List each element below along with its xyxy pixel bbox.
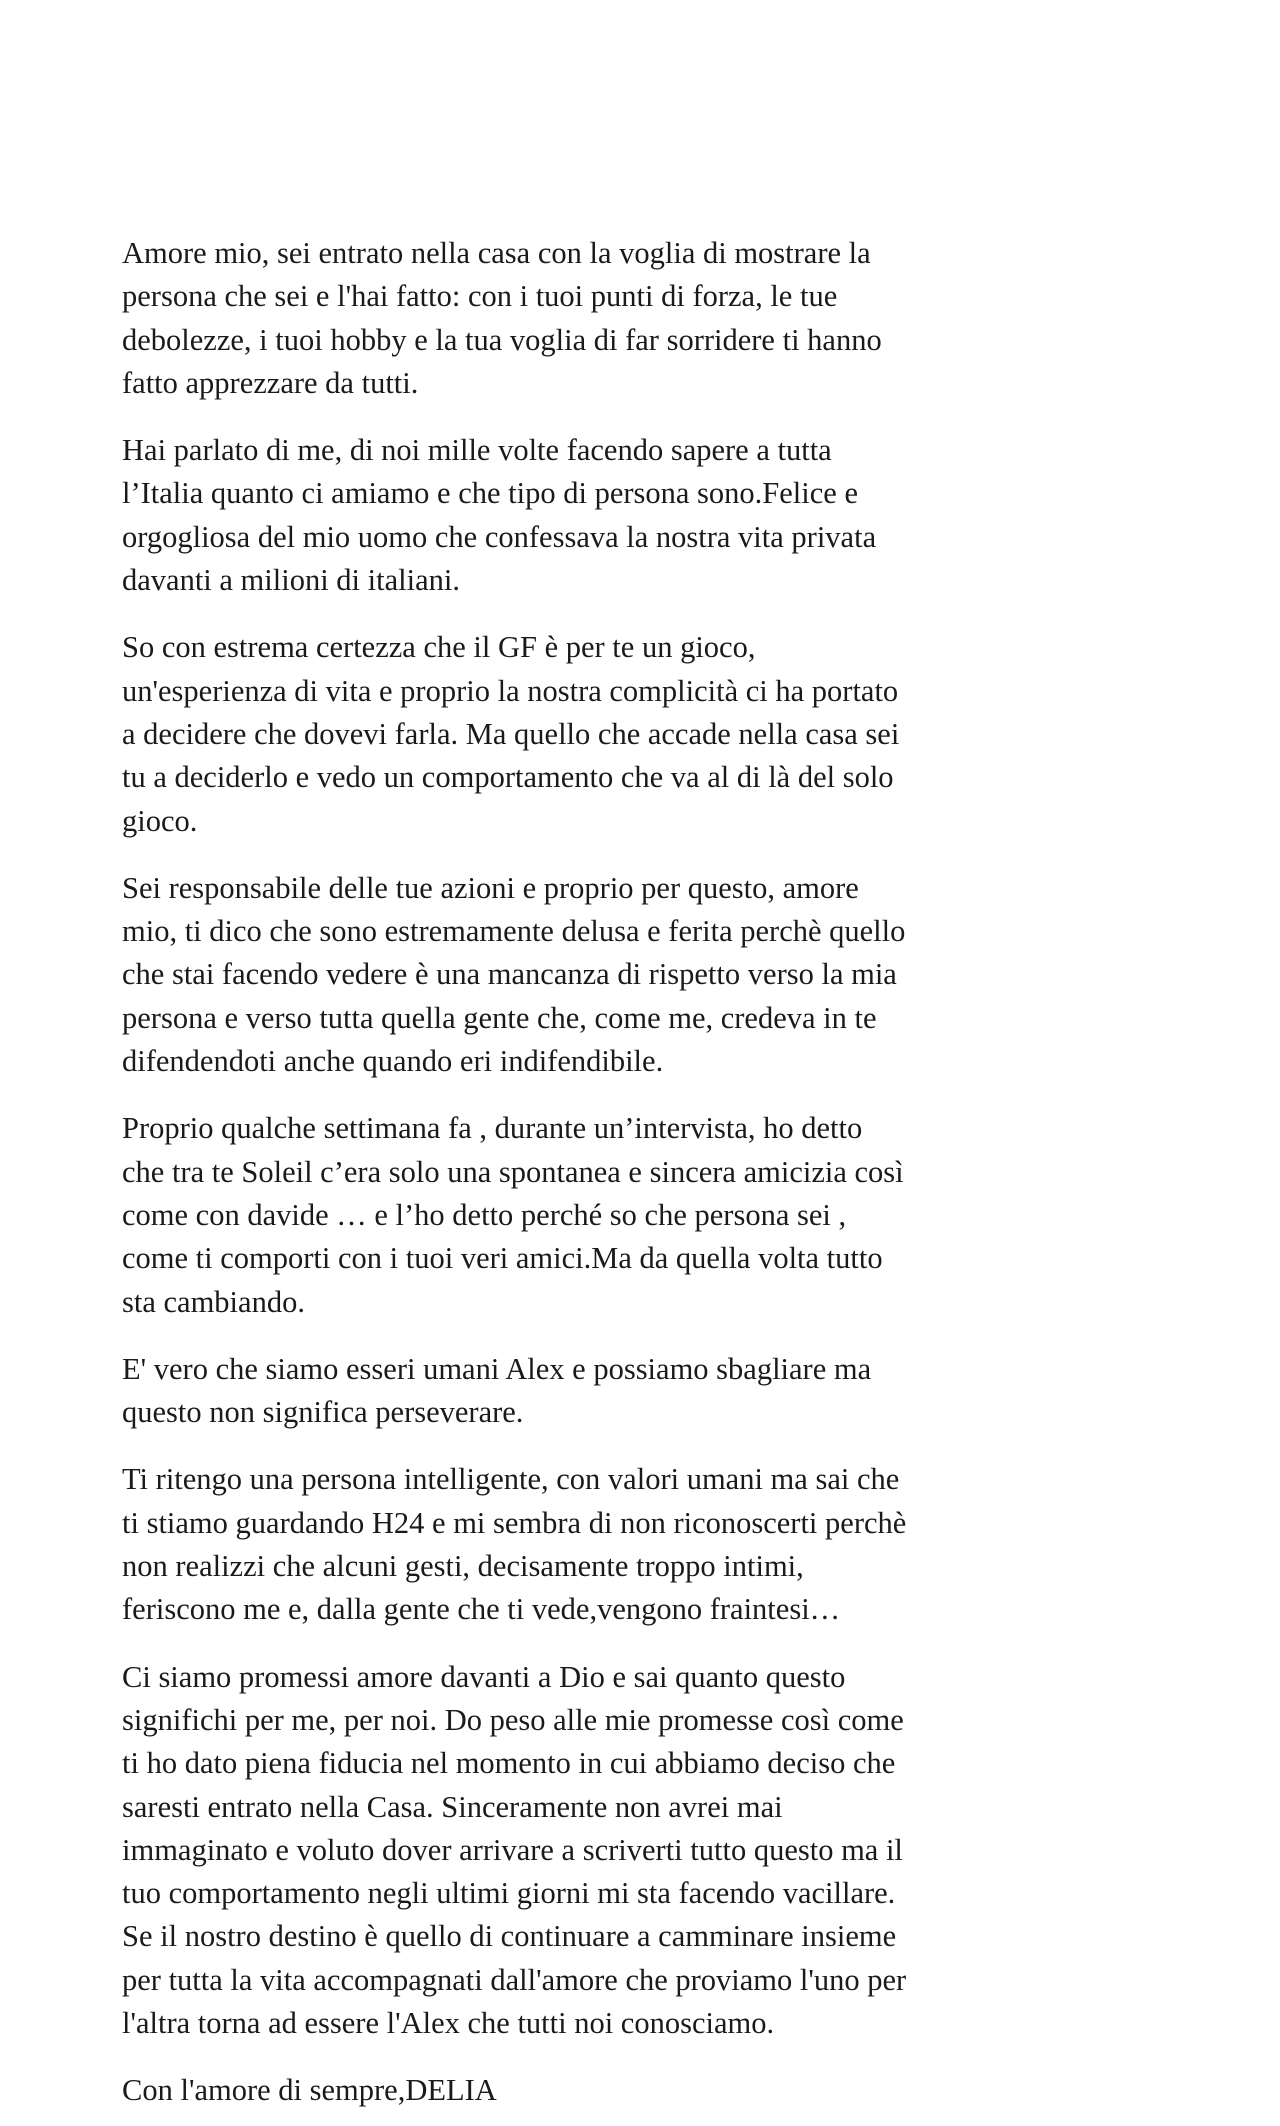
paragraph-intro: Amore mio, sei entrato nella casa con la voglia di mostrare la persona che sei e l'hai fatto: con i tuoi punti di forza, le tue debolezze, i tuoi hobby e la tua voglia di far sorridere ti hanno fatto apprezzare da tutti. — [122, 236, 882, 400]
paragraph-gf-gioco: So con estrema certezza che il GF è per te un gioco, un'esperienza di vita e proprio la nostra complicità ci ha portato a decidere che dovevi farla. Ma quello che accade nella casa sei tu a deciderlo e vedo un comportamento che va al di là del solo gioco. — [122, 630, 900, 838]
paragraph-promessi: Ci siamo promessi amore davanti a Dio e sai quanto questo significhi per me, per noi. Do peso alle mie promesse così come ti ho dato piena fiducia nel momento in cui abbiamo deciso che saresti entrato nella Casa. Sinceramente non avrei mai immaginato e voluto dover arrivare a scriverti tutto questo ma il tuo comportamento negli ultimi giorni mi sta facendo vacillare. Se il nostro destino è quello di continuare a camminare insieme per tutta la vita accompagnati dall'amore che proviamo l'uno per l'altra torna ad essere l'Alex che tutti noi conosciamo. — [122, 1659, 907, 2040]
paragraph-responsabile: Sei responsabile delle tue azioni e proprio per questo, amore mio, ti dico che sono estremamente delusa e ferita perchè quello che stai facendo vedere è una mancanza di rispetto verso la mia persona e verso tutta quella gente che, come me, credeva in te difendendoti anche quando eri indifendibile. — [122, 870, 906, 1079]
paragraph-italia: Hai parlato di me, di noi mille volte facendo sapere a tutta l’Italia quanto ci amiamo e che tipo di persona sono.Felice e orgogliosa del mio uomo che confessava la nostra vita privata davanti a milioni di italiani. — [122, 433, 877, 598]
paragraph-esseri-umani: E' vero che siamo esseri umani Alex e possiamo sbagliare ma questo non significa perseverare. — [122, 1351, 872, 1430]
letter-body — [122, 232, 1172, 2113]
paragraph-intervista: Proprio qualche settimana fa , durante un’intervista, ho detto che tra te Soleil c’era solo una spontanea e sincera amicizia così come con davide … e l’ho detto perché so che persona sei , come ti comporti con i tuoi veri amici.Ma da quella volta tutto sta cambiando. — [122, 1111, 904, 1319]
paragraph-intelligente: Ti ritengo una persona intelligente, con valori umani ma sai che ti stiamo guardando H24 e mi sembra di non riconoscerti perchè non realizzi che alcuni gesti, decisamente troppo intimi, feriscono me e, dalla gente che ti vede,vengono fraintesi… — [122, 1462, 907, 1627]
signature: Con l'amore di sempre,DELIA — [122, 2073, 497, 2108]
